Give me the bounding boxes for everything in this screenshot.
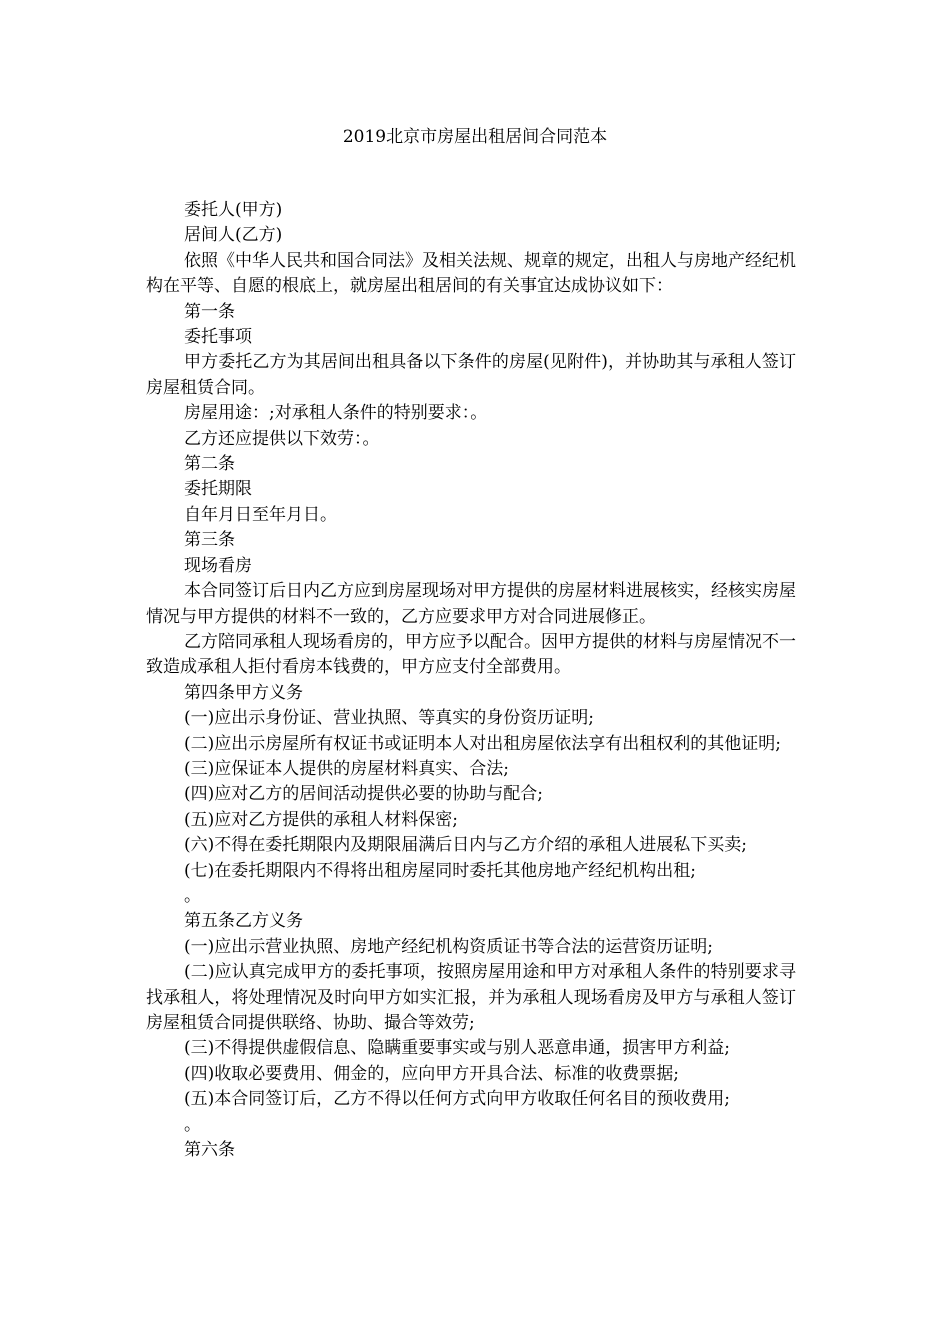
paragraph: 自年月日至年月日。 — [184, 504, 337, 525]
paragraph: (六)不得在委托期限内及期限届满后日内与乙方介绍的承租人进展私下买卖; — [184, 835, 747, 856]
paragraph: (三)不得提供虚假信息、隐瞒重要事实或与别人恶意串通，损害甲方利益; — [184, 1038, 730, 1059]
paragraph: 第四条甲方义务 — [184, 682, 303, 703]
paragraph: (二)应认真完成甲方的委托事项，按照房屋用途和甲方对承租人条件的特别要求寻找承租人，将处理情况及时向甲方如实汇报，并为承租人现场看房及甲方与承租人签订房屋租赁合同提供联络、协助、撮合等效劳; — [146, 962, 796, 1033]
paragraph: 甲方委托乙方为其居间出租具备以下条件的房屋(见附件)，并协助其与承租人签订房屋租赁合同。 — [146, 352, 796, 398]
paragraph: (三)应保证本人提供的房屋材料真实、合法; — [184, 758, 509, 779]
paragraph: (五)应对乙方提供的承租人材料保密; — [184, 809, 458, 830]
paragraph: 委托人(甲方) — [184, 200, 283, 220]
paragraph: (四)应对乙方的居间活动提供必要的协助与配合; — [184, 784, 543, 805]
paragraph: (五)本合同签订后，乙方不得以任何方式向甲方收取任何名目的预收费用; — [184, 1089, 730, 1110]
paragraph: (一)应出示身份证、营业执照、等真实的身份资历证明; — [184, 708, 594, 729]
paragraph: 委托事项 — [184, 327, 252, 348]
paragraph: (四)收取必要费用、佣金的，应向甲方开具合法、标准的收费票据; — [184, 1063, 679, 1084]
paragraph: 。 — [184, 1114, 201, 1135]
paragraph: 第二条 — [184, 454, 235, 475]
paragraph: 依照《中华人民共和国合同法》及相关法规、规章的规定，出租人与房地产经纪机构在平等、自愿的根底上，就房屋出租居间的有关事宜达成协议如下： — [146, 250, 796, 297]
paragraph: 第六条 — [184, 1140, 235, 1161]
paragraph: 本合同签订后日内乙方应到房屋现场对甲方提供的房屋材料进展核实，经核实房屋情况与甲方提供的材料不一致的，乙方应要求甲方对合同进展修正。 — [146, 581, 796, 627]
paragraph: 第一条 — [184, 301, 235, 322]
paragraph: (七)在委托期限内不得将出租房屋同时委托其他房地产经纪机构出租; — [184, 860, 696, 881]
paragraph: 第五条乙方义务 — [184, 911, 303, 932]
paragraph: 委托期限 — [184, 479, 252, 500]
paragraph: 第三条 — [184, 530, 235, 551]
paragraph: 。 — [184, 885, 201, 906]
paragraph: (二)应出示房屋所有权证书或证明本人对出租房屋依法享有出租权利的其他证明; — [184, 733, 781, 754]
paragraph: 现场看房 — [184, 555, 252, 576]
document-body — [146, 198, 796, 1163]
paragraph: 居间人(乙方) — [184, 225, 283, 246]
paragraph: 乙方还应提供以下效劳：。 — [184, 428, 380, 449]
paragraph: 房屋用途：;对承租人条件的特别要求：。 — [184, 403, 488, 424]
paragraph: (一)应出示营业执照、房地产经纪机构资质证书等合法的运营资历证明; — [184, 936, 713, 957]
paragraph: 乙方陪同承租人现场看房的，甲方应予以配合。因甲方提供的材料与房屋情况不一致造成承租人拒付看房本钱费的，甲方应支付全部费用。 — [146, 631, 796, 678]
document-title: 2019北京市房屋出租居间合同范本 — [342, 127, 608, 147]
